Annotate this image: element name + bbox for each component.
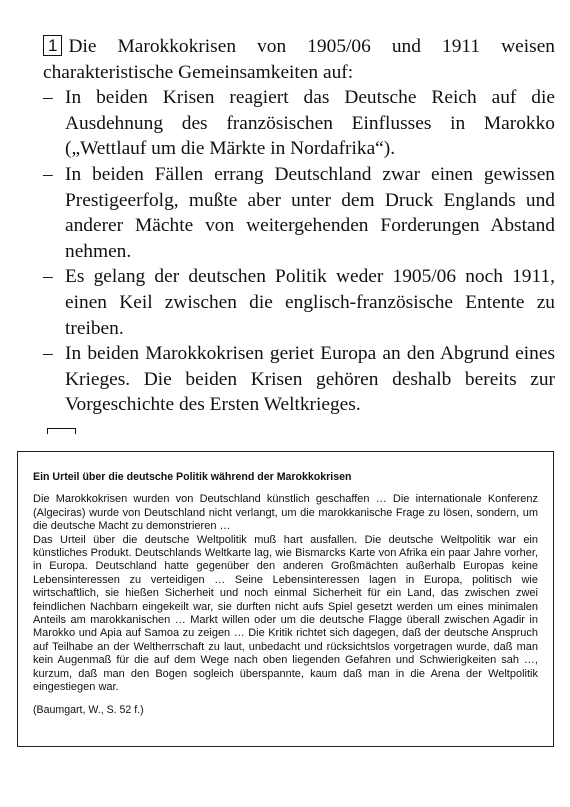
quote-body (33, 493, 538, 694)
dash-marker: – (43, 87, 53, 109)
bullet-list (43, 85, 555, 418)
intro-text: Die Marokkokrisen von 1905/06 und 1911 weisen charakteristische Gemeinsamkeiten auf: (43, 36, 555, 83)
bullet-text: Es gelang der deutschen Politik weder 1905/06 noch 1911, einen Keil zwischen die englisch-französische Entente zu treiben. (65, 266, 555, 339)
section-number-box: 1 (43, 35, 62, 56)
bullet-text: In beiden Fällen errang Deutschland zwar einen gewissen Prestigeerfolg, mußte aber unter dem Druck Englands und anderer Mächte von weitergehenden Forderungen Abstand nehmen. (65, 163, 555, 262)
bullet-text: In beiden Marokkokrisen geriet Europa an den Abgrund eines Krieges. Die beiden Krisen gehören deshalb bereits zur Vorgeschichte des Ersten Weltkrieges. (65, 343, 555, 416)
quote-paragraph: Die Marokkokrisen wurden von Deutschland künstlich geschaffen … Die internationale Konferenz (Algeciras) wurde von Deutschland nicht verlangt, um die marokkanische Frage zu lösen, sondern, um die deutsche Macht zu demonstrieren … (33, 493, 538, 533)
bullet-item (43, 341, 555, 418)
main-text (43, 34, 555, 418)
bullet-item (43, 264, 555, 341)
quote-box (17, 451, 554, 747)
dash-marker: – (43, 163, 53, 185)
quote-paragraph: Das Urteil über die deutsche Weltpolitik muß hart ausfallen. Die deutsche Weltpolitik war ein künstliches Produkt. Deutschlands Weltkarte lag, wie Bismarcks Karte von Afrika ein paar Jahre vorher, in Europa. Deutschland hatte gegenüber den anderen Großmächten außerhalb Europas keine Lebensinteressen zu verteidigen … Seine Lebensinteressen lagen in Europa, politisch wie wirtschaftlich, sie hießen Sicherheit und noch einmal Sicherheit für ein Land, das zwischen zwei feindlichen Nachbarn eingekeilt war, sie durften nicht aufs Spiel gesetzt werden um eines minimalen Anteils am marokkanischen … Markt willen oder um die deutsche Flagge überall zwischen Agadir in Marokko und Apia auf Samoa zu zeigen … Die Kritik richtet sich dagegen, daß der deutsche Anspruch auf Teilhabe an der Weltherrschaft zu laut, unbedacht und rücksichtslos vorgetragen wurde, daß man kein Augenmaß für die auf dem Wege nach oben liegenden Gefahren und Schwierigkeiten sah …, kurzum, daß man den Bogen sogleich überspannte, kaum daß man in die Arena der Weltpolitik eingestiegen war. (33, 533, 538, 694)
bullet-item (43, 85, 555, 162)
intro-paragraph (43, 34, 555, 85)
dash-marker: – (43, 266, 53, 288)
bullet-item (43, 162, 555, 264)
dash-marker: – (43, 343, 53, 365)
section-end-mark (47, 428, 76, 434)
bullet-text: In beiden Krisen reagiert das Deutsche Reich auf die Ausdehnung des französischen Einflusses in Marokko („Wettlauf um die Märkte in Nordafrika“). (65, 87, 555, 160)
quote-source: (Baumgart, W., S. 52 f.) (33, 703, 144, 716)
quote-title: Ein Urteil über die deutsche Politik während der Marokkokrisen (33, 471, 352, 483)
